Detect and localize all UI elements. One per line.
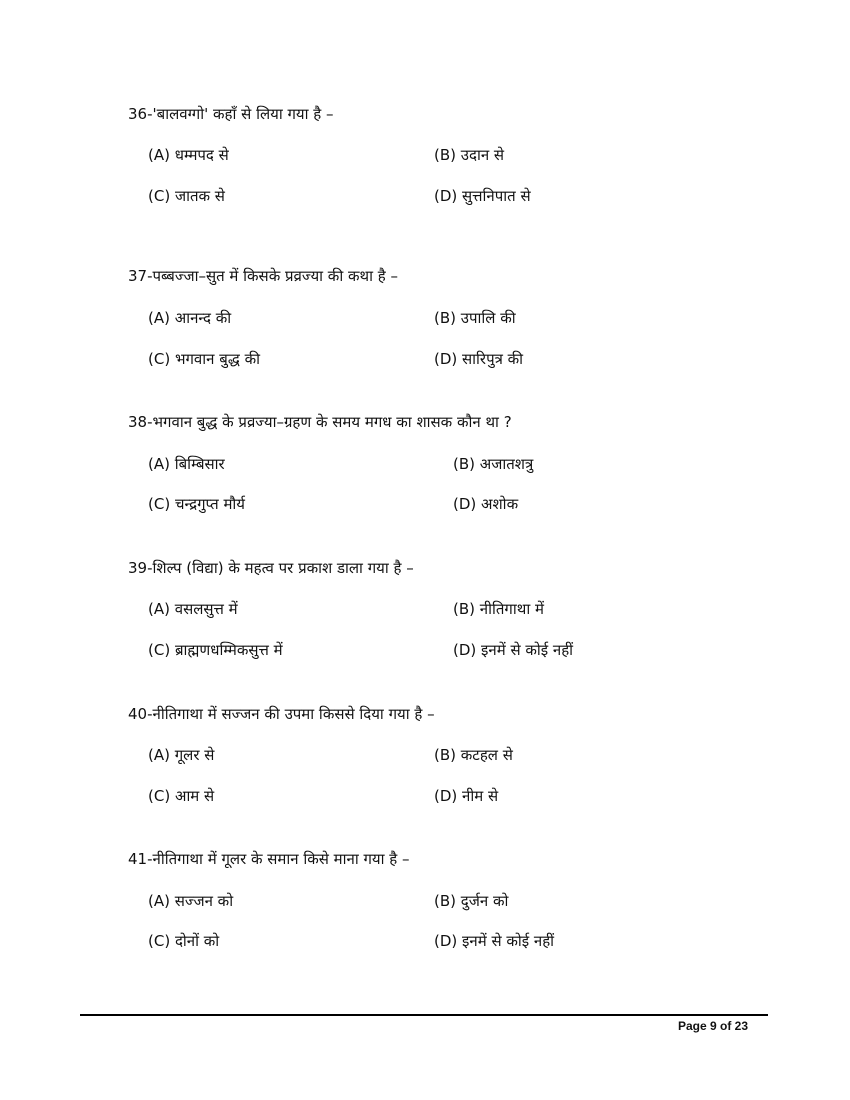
question-41-option-c: (C) दोनों को <box>148 932 220 950</box>
page-number: Page 9 of 23 <box>678 1019 749 1033</box>
question-40-option-a: (A) गूलर से <box>148 746 215 764</box>
question-40-option-d: (D) नीम से <box>434 787 499 805</box>
question-36-option-c: (C) जातक से <box>148 187 225 205</box>
question-37-option-d: (D) सारिपुत्र की <box>434 350 524 368</box>
question-39-option-b: (B) नीतिगाथा में <box>453 600 544 618</box>
question-38: 38-भगवान बुद्ध के प्रव्रज्या–ग्रहण के समय मगध का शासक कौन था ? <box>128 413 512 431</box>
footer-divider <box>80 1014 768 1016</box>
question-39-option-d: (D) इनमें से कोई नहीं <box>453 641 574 659</box>
question-36-option-d: (D) सुत्तनिपात से <box>434 187 531 205</box>
question-40-option-c: (C) आम से <box>148 787 215 805</box>
question-36-option-a: (A) धम्मपद से <box>148 146 229 164</box>
question-39-option-a: (A) वसलसुत्त में <box>148 600 238 618</box>
question-41-option-b: (B) दुर्जन को <box>434 892 509 910</box>
question-37: 37-पब्बज्जा–सुत में किसके प्रव्रज्या की कथा है – <box>128 267 398 285</box>
question-38-option-a: (A) बिम्बिसार <box>148 455 225 473</box>
question-38-option-c: (C) चन्द्रगुप्त मौर्य <box>148 495 246 513</box>
question-37-option-b: (B) उपालि की <box>434 309 516 327</box>
question-39-option-c: (C) ब्राह्मणधम्मिकसुत्त में <box>148 641 283 659</box>
question-38-option-d: (D) अशोक <box>453 495 519 513</box>
question-39: 39-शिल्प (विद्या) के महत्व पर प्रकाश डाला गया है – <box>128 559 414 577</box>
question-36: 36-'बालवग्गो' कहाँ से लिया गया है – <box>128 105 334 123</box>
question-41: 41-नीतिगाथा में गूलर के समान किसे माना गया है – <box>128 850 410 868</box>
question-40-option-b: (B) कटहल से <box>434 746 513 764</box>
question-38-option-b: (B) अजातशत्रु <box>453 455 534 473</box>
question-40: 40-नीतिगाथा में सज्जन की उपमा किससे दिया गया है – <box>128 705 435 723</box>
question-37-option-c: (C) भगवान बुद्ध की <box>148 350 260 368</box>
question-41-option-d: (D) इनमें से कोई नहीं <box>434 932 555 950</box>
question-36-option-b: (B) उदान से <box>434 146 505 164</box>
question-37-option-a: (A) आनन्द की <box>148 309 232 327</box>
question-41-option-a: (A) सज्जन को <box>148 892 234 910</box>
